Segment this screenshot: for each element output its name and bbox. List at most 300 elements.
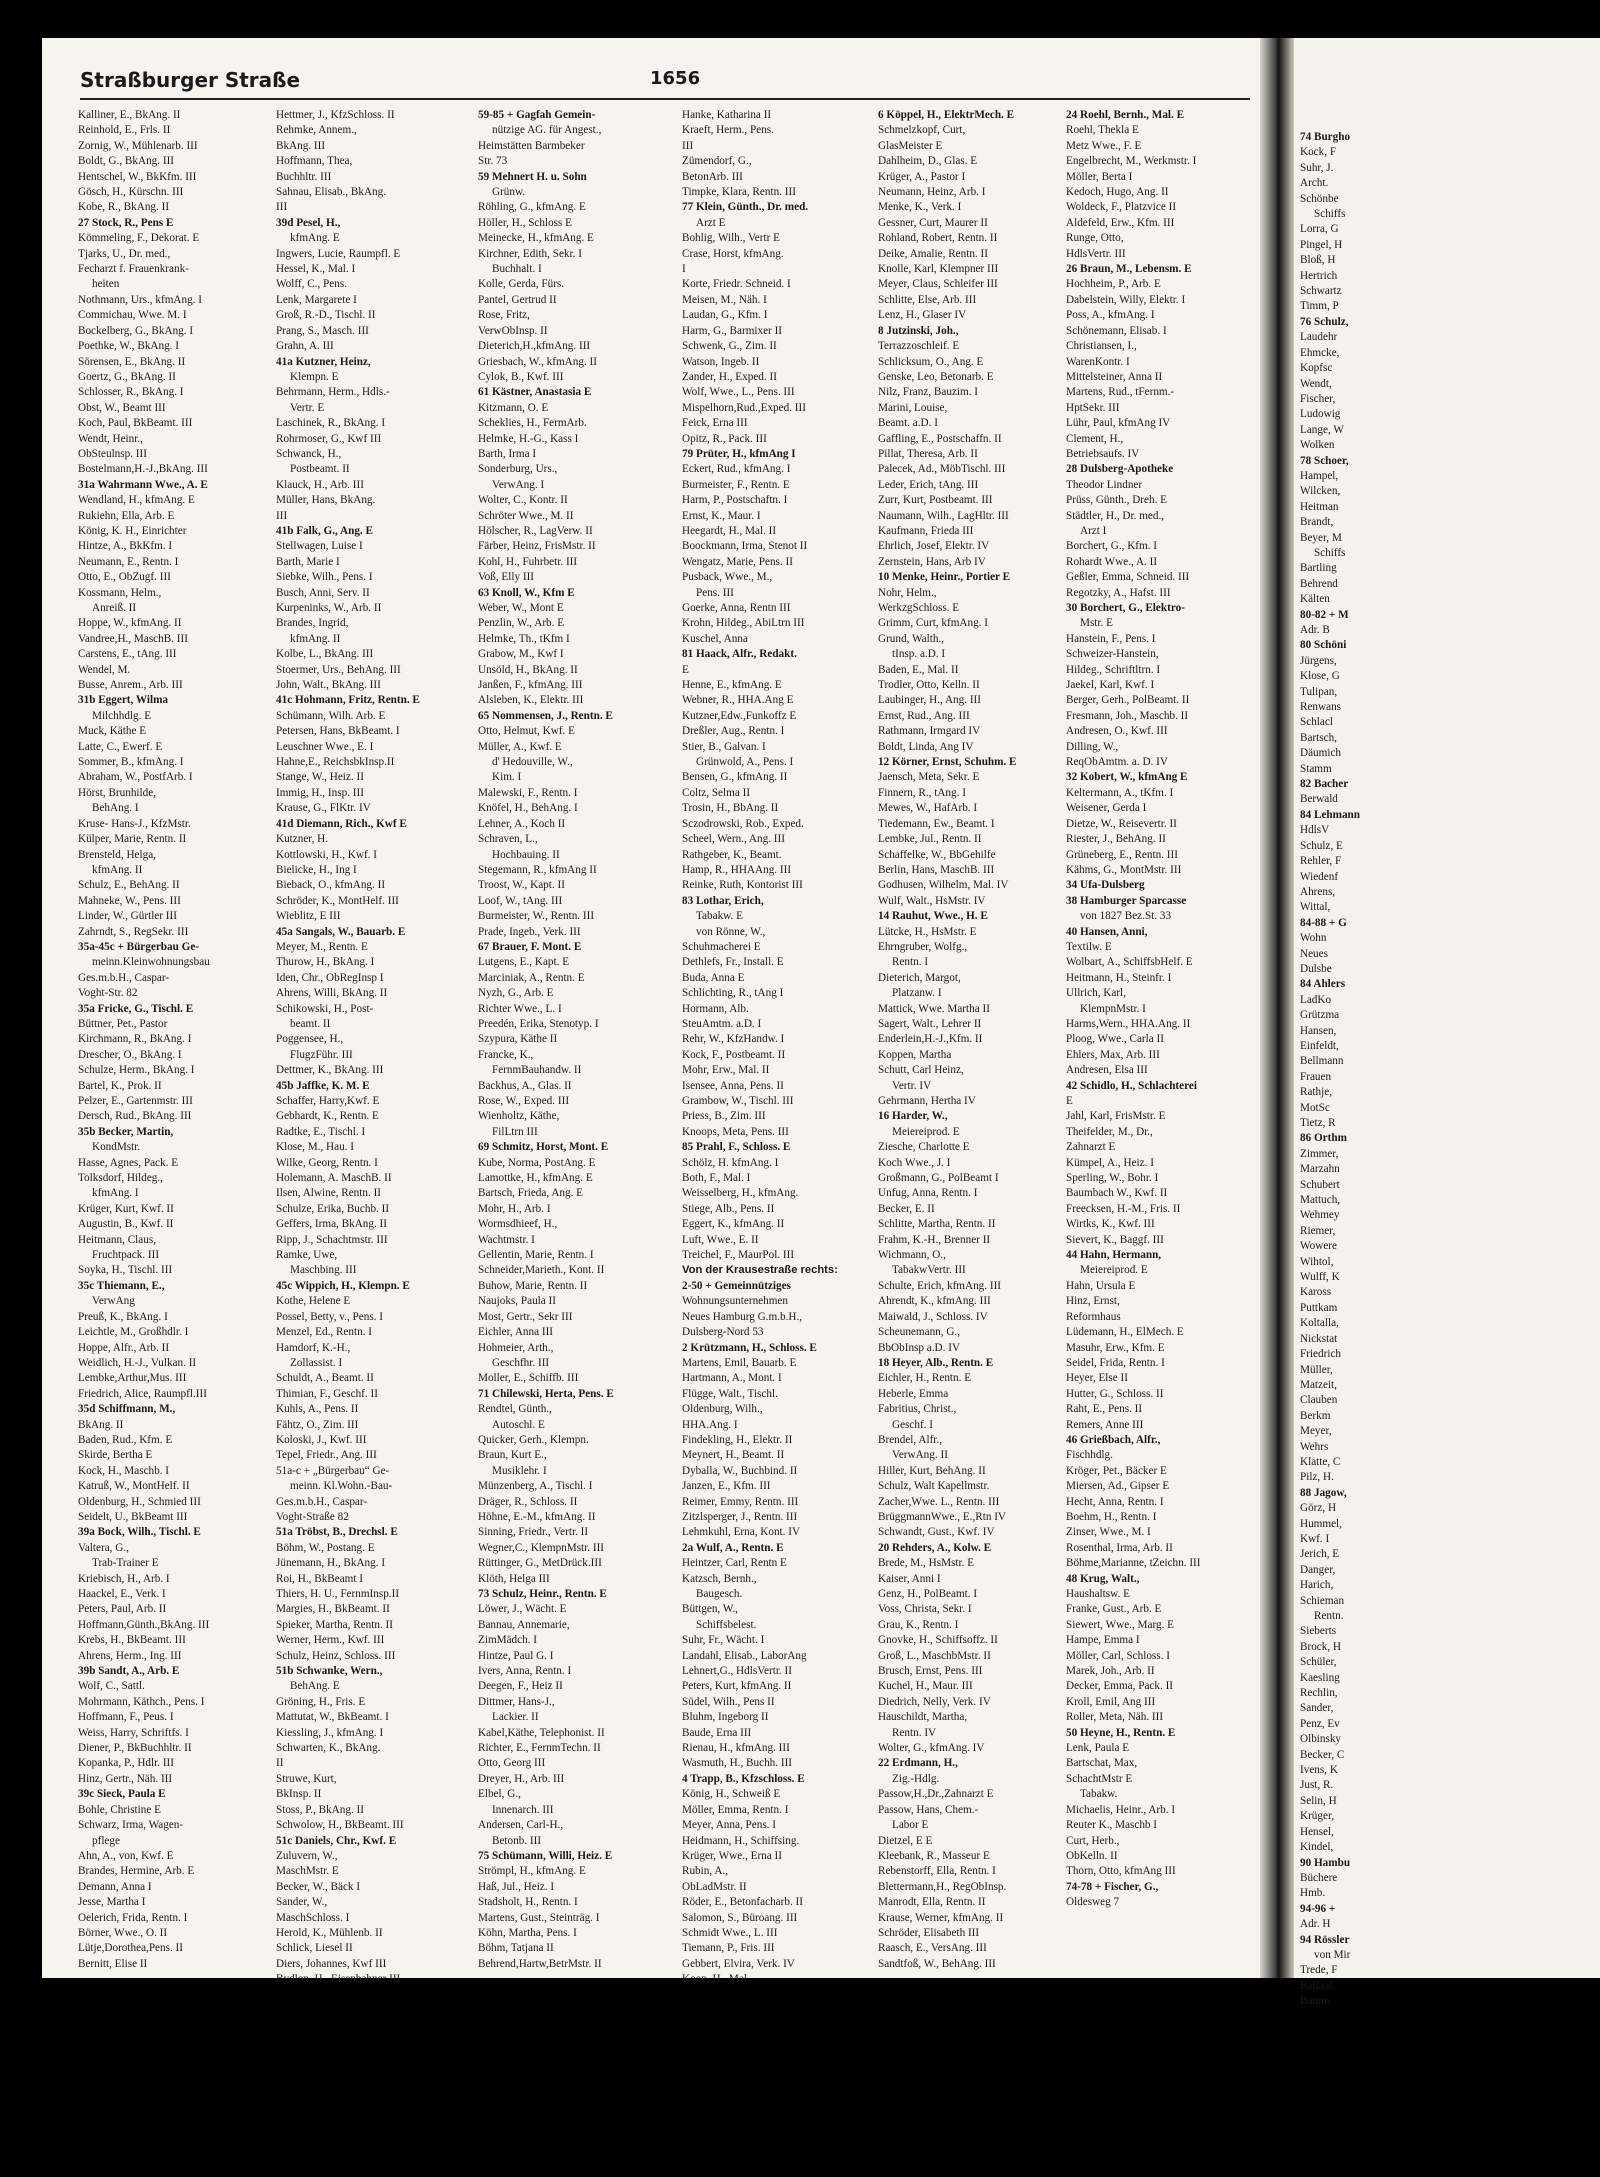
directory-entry: BehAng. I [92, 802, 139, 815]
directory-entry: VerwAng [92, 1295, 135, 1308]
directory-entry: Rehler, F [1300, 855, 1342, 868]
directory-entry: 51a-c + „Bürgerbau“ Ge- [276, 1464, 390, 1477]
directory-entry: Hiller, Kurt, BehAng. II [878, 1464, 986, 1477]
directory-entry: Regotzky, A., Hafst. III [1066, 586, 1171, 599]
directory-entry: Groß, R.-D., Tischl. II [276, 309, 376, 322]
directory-entry: Schönemann, Elisab. I [1066, 324, 1167, 337]
directory-entry: Gebbert, Elvira, Verk. IV [682, 1957, 795, 1970]
directory-entry: Heintzer, Carl, Rentn E [682, 1557, 787, 1570]
directory-entry: 90 Hambu [1300, 1856, 1351, 1869]
directory-entry: Münzenberg, A., Tischl. I [478, 1480, 593, 1493]
directory-entry: Dilling, W., [1066, 740, 1119, 753]
directory-entry: Buchhltr. III [276, 170, 332, 183]
directory-entry: Haß, Jul., Heiz. I [478, 1880, 555, 1893]
directory-entry: Sieberts [1300, 1625, 1337, 1638]
directory-entry: Kock, F [1300, 146, 1337, 159]
directory-entry: Schlichting, R., tAng I [682, 987, 784, 1000]
directory-entry: Büttgen, W., [682, 1603, 738, 1616]
directory-entry: Böhm, Tatjana II [478, 1942, 554, 1955]
directory-entry: Bostelmann,H.-J.,BkAng. III [78, 463, 208, 476]
directory-entry: Sagert, Walt., Lehrer II [878, 1017, 982, 1030]
directory-entry: Skirde, Bertha E [78, 1449, 153, 1462]
directory-entry: Genske, Leo, Betonarb. E [878, 370, 994, 383]
directory-entry: Schiffs [1314, 546, 1346, 559]
directory-entry: 12 Körner, Ernst, Schuhm. E [878, 756, 1017, 769]
directory-entry: Höller, H., Schloss E [478, 216, 573, 229]
directory-entry: 40 Hansen, Anni, [1066, 925, 1148, 938]
directory-entry: Krüger, A., Pastor I [878, 170, 966, 183]
directory-entry: Friedrich [1300, 1348, 1342, 1361]
directory-entry: Thiers, H. U., FernmInsp.II [276, 1588, 400, 1600]
directory-entry: Klempn. E [290, 370, 339, 383]
directory-entry: Stegemann, R., kfmAng II [478, 863, 597, 876]
directory-entry: Schwenk, G., Zim. II [682, 340, 777, 353]
directory-entry: Anreiß. II [92, 602, 137, 614]
directory-entry: Dyballa, W., Buchbind. II [682, 1464, 798, 1477]
directory-entry: Oldenburg, H., Schmied III [78, 1495, 201, 1508]
directory-entry: Wulf, Walt., HsMstr. IV [878, 894, 986, 907]
directory-entry: Landahl, Elisab., LaborAng [682, 1649, 807, 1662]
directory-entry: Tolksdorf, Hildeg., [78, 1172, 163, 1185]
directory-entry: Feick, Erna III [682, 417, 748, 430]
directory-entry: Thorn, Otto, kfmAng III [1066, 1865, 1176, 1878]
directory-entry: Kälten [1300, 593, 1330, 606]
directory-column-1 [78, 108, 268, 1970]
directory-column-5 [878, 108, 1058, 1970]
directory-entry: Einfeldt, [1300, 1039, 1339, 1052]
directory-entry: Boldt, Linda, Ang IV [878, 740, 974, 753]
directory-entry: Schulte, Erich, kfmAng. III [878, 1279, 1002, 1292]
directory-entry: Cylok, B., Kwf. III [478, 370, 564, 383]
directory-entry: Pillat, Theresa, Arb. II [878, 447, 978, 460]
directory-entry: Knöfel, H., BehAng. I [478, 802, 578, 815]
directory-entry: Weber, W., Mont E [478, 602, 564, 614]
directory-entry: Kindel, [1300, 1841, 1334, 1854]
directory-entry: Rüttinger, G., MetDrück.III [478, 1557, 602, 1570]
directory-entry: BkAng. II [78, 1418, 124, 1431]
directory-entry: Matzeit, [1300, 1378, 1337, 1391]
directory-entry: FernmBauhandw. II [492, 1064, 582, 1077]
directory-entry: Meyer, [1300, 1425, 1332, 1438]
directory-entry: 78 Schoer, [1300, 454, 1349, 467]
directory-entry: Hamp, R., HHAAng. III [682, 863, 792, 876]
directory-entry: Dethlefs, Fr., Install. E [682, 956, 784, 969]
directory-entry: Kolle, Gerda, Fürs. [478, 278, 565, 291]
directory-entry: Rathje, [1300, 1086, 1333, 1099]
directory-entry: Schulze, Herm., BkAng. I [78, 1064, 195, 1077]
directory-entry: Kaiser, Anni I [878, 1572, 941, 1585]
directory-entry: 51c Daniels, Chr., Kwf. E [276, 1834, 397, 1847]
directory-entry: Sonderburg, Urs., [478, 463, 558, 476]
directory-entry: Wihtol, [1300, 1255, 1334, 1268]
directory-entry: Deike, Amalie, Rentn. II [878, 247, 988, 260]
directory-entry: Naumann, Wilh., LagHltr. III [878, 509, 1009, 522]
directory-entry: Rentn. I [892, 956, 929, 969]
directory-entry: VerwAng. II [892, 1449, 948, 1462]
directory-entry: Bensen, G., kfmAng. II [682, 771, 788, 784]
directory-entry: Stoss, P., BkAng. II [276, 1803, 364, 1816]
directory-entry: Adr. H [1300, 1918, 1331, 1931]
directory-entry: Wegner,C., KlempnMstr. III [478, 1541, 605, 1554]
directory-entry: Tietz, R [1300, 1117, 1336, 1129]
directory-entry: Harm, P., Postschaftn. I [682, 494, 788, 507]
directory-entry: Prüss, Günth., Dreh. E [1066, 494, 1167, 507]
directory-entry: Hartmann, A., Mont. I [682, 1372, 782, 1385]
directory-entry: Pens. III [696, 586, 734, 599]
directory-entry: 14 Rauhut, Wwe., H. E [878, 910, 988, 923]
directory-entry: Ullrich, Karl, [1066, 987, 1126, 1000]
directory-entry: heiten [92, 278, 120, 291]
directory-entry: Siebke, Wilh., Pens. I [276, 571, 373, 584]
directory-entry: Schiffs [1314, 208, 1346, 221]
directory-entry: Däumich [1300, 747, 1342, 760]
directory-entry: MotSc [1300, 1101, 1330, 1114]
directory-entry: Boldt, G., BkAng. III [78, 155, 175, 168]
directory-entry: Großmann, G., PolBeamt I [878, 1172, 999, 1185]
directory-entry: Kirchner, Edith, Sekr. I [478, 247, 582, 260]
directory-entry: Latte, C., Ewerf. E [78, 740, 163, 753]
directory-entry: 88 Jagow, [1300, 1486, 1347, 1499]
directory-entry: 74 Burgho [1300, 131, 1351, 143]
directory-entry: Bloß, H [1300, 254, 1336, 267]
directory-entry: Marzahn [1300, 1163, 1340, 1176]
directory-entry: 2a Wulf, A., Rentn. E [682, 1541, 784, 1554]
directory-entry: 45c Wippich, H., Klempn. E [276, 1279, 410, 1292]
directory-entry: Betonb. III [492, 1834, 542, 1847]
directory-entry: Hansen, [1300, 1024, 1337, 1037]
directory-entry: Ernst, K., Maur. I [682, 509, 761, 522]
directory-entry: Kube, Norma, PostAng. E [478, 1156, 596, 1169]
directory-entry: Schlacl [1300, 716, 1333, 729]
directory-entry: Wilcken, [1300, 485, 1341, 498]
directory-entry: Boehm, H., Rentn. I [1066, 1510, 1157, 1523]
directory-entry: Kömmeling, F., Dekorat. E [78, 232, 200, 245]
directory-entry: Grahn, A. III [276, 340, 334, 353]
directory-entry: E [682, 663, 689, 676]
directory-entry: nützige AG. für Angest., [492, 124, 602, 137]
directory-entry: Lembke,Arthur,Mus. III [78, 1372, 187, 1385]
directory-entry: Mattick, Wwe. Martha II [878, 1002, 990, 1015]
directory-entry: Oldesweg 7 [1066, 1896, 1120, 1909]
directory-entry: Sperling, W., Bohr. I [1066, 1172, 1159, 1185]
directory-entry: Suhr, J. [1300, 161, 1334, 174]
directory-entry: Möller, Berta I [1066, 170, 1133, 183]
directory-entry: 27 Stock, R., Pens E [78, 216, 174, 229]
directory-entry: Müller, Hans, BkAng. [276, 494, 376, 507]
directory-entry: Krohn, Hildeg., AbiLtrn III [682, 617, 805, 630]
directory-entry: Diener, P., BkBuchhltr. II [78, 1742, 192, 1755]
directory-entry: Eggert, K., kfmAng. II [682, 1218, 785, 1231]
directory-entry: ObKelln. II [1066, 1849, 1118, 1862]
directory-entry: Zornig, W., Mühlenarb. III [78, 139, 198, 152]
directory-entry: Ahrendt, K., kfmAng. III [878, 1295, 991, 1308]
directory-entry: 83 Lothar, Erich, [682, 894, 764, 907]
directory-entry: Schüler, [1300, 1656, 1337, 1669]
directory-entry: 51b Schwanke, Wern., [276, 1665, 383, 1678]
directory-entry: Wohn [1300, 932, 1327, 945]
directory-entry: Gebhardt, K., Rentn. E [276, 1110, 379, 1123]
directory-entry: Korte, Friedr. Schneid. I [682, 278, 791, 291]
directory-entry: König, K. H., Einrichter [78, 524, 187, 537]
directory-entry: Hampel, [1300, 469, 1339, 482]
directory-entry: ReqObAmtm. a. D. IV [1066, 756, 1168, 769]
directory-entry: Selin, H [1300, 1794, 1337, 1807]
directory-entry: Schwarten, K., BkAng. [276, 1742, 381, 1755]
directory-entry: Theodor Lindner [1066, 478, 1143, 491]
directory-entry: Ramke, Uwe, [276, 1249, 338, 1262]
directory-entry: Herold, K., Mühlenb. II [276, 1926, 383, 1939]
directory-entry: Crase, Horst, kfmAng. [682, 247, 784, 260]
directory-entry: Dreßler, Aug., Rentn. I [682, 725, 785, 738]
directory-entry: kfmAng. E [290, 232, 340, 245]
directory-entry: Kraeft, Herm., Pens. [682, 124, 774, 137]
directory-entry: Wendt, [1300, 377, 1332, 390]
directory-column-4 [682, 108, 870, 1986]
directory-entry: Marini, Louise, [878, 401, 948, 414]
directory-entry: 35d Schiffmann, M., [78, 1403, 176, 1416]
directory-entry: Krüger, Kurt, Kwf. II [78, 1202, 174, 1215]
directory-entry: Innenarch. III [492, 1803, 554, 1816]
directory-entry: III [276, 509, 288, 522]
directory-entry: Barth, Irma I [478, 447, 537, 460]
directory-entry: WerkzgSchloss. E [878, 602, 960, 614]
directory-entry: Wengatz, Marie, Pens. II [682, 555, 793, 568]
directory-entry: Hutter, G., Schloss. II [1066, 1387, 1164, 1400]
directory-entry: Helmke, Th., tKfm I [478, 632, 570, 645]
directory-entry: Terrazzoschleif. E [878, 340, 960, 353]
directory-entry: Grabow, M., Kwf I [478, 648, 564, 661]
directory-entry: Priess, B., Zim. III [682, 1110, 766, 1123]
directory-entry: 65 Nommensen, J., Rentn. E [478, 709, 613, 722]
directory-entry: Baums [1300, 1995, 1332, 2008]
directory-entry: Leder, Erich, tAng. III [878, 478, 979, 491]
directory-entry: Bartsch, Frieda, Ang. E [478, 1187, 584, 1200]
directory-entry: Möller, Emma, Rentn. I [682, 1803, 789, 1816]
directory-entry: Schwanck, H., [276, 447, 342, 460]
directory-entry: II [276, 1757, 284, 1770]
directory-entry: Knoops, Meta, Pens. III [682, 1125, 789, 1138]
directory-entry: Schaffelke, W., BbGehilfe [878, 848, 996, 861]
directory-entry: Ahn, A., von, Kwf. E [78, 1849, 174, 1862]
directory-entry: Katzsch, Bernh., [682, 1572, 757, 1585]
directory-entry: 45a Sangals, W., Bauarb. E [276, 925, 406, 938]
directory-entry: 59 Mehnert H. u. Sohn [478, 170, 587, 183]
directory-entry: Nyzh, G., Arb. E [478, 987, 554, 1000]
directory-entry: Lange, W [1300, 423, 1344, 436]
directory-entry: Koch, Paul, BkBeamt. III [78, 417, 193, 430]
directory-entry: Schlick, Liesel II [276, 1942, 353, 1955]
directory-entry: Clement, H., [1066, 432, 1124, 445]
directory-entry: Sörensen, E., BkAng. II [78, 355, 186, 368]
directory-entry: Linder, W., Gürtler III [78, 910, 177, 923]
directory-entry: Goertz, G., BkAng. II [78, 370, 176, 383]
directory-entry: 50 Heyne, H., Rentn. E [1066, 1726, 1176, 1739]
directory-entry: ZimMädch. I [478, 1634, 538, 1647]
directory-entry: Elbel, G., [478, 1788, 521, 1801]
directory-entry: beamt. II [290, 1017, 331, 1030]
directory-entry: Wehmey [1300, 1209, 1340, 1222]
directory-entry: Lenk, Margarete I [276, 293, 357, 306]
directory-entry: Klose, M., Hau. I [276, 1141, 354, 1154]
directory-entry: Vertr. E [290, 401, 325, 414]
directory-entry: Hensel, [1300, 1825, 1334, 1838]
directory-entry: 24 Roehl, Bernh., Mal. E [1066, 109, 1185, 121]
directory-entry: Kwf. I [1300, 1532, 1330, 1545]
directory-entry: Schröter Wwe., M. II [478, 509, 574, 522]
directory-entry: Städtler, H., Dr. med., [1066, 509, 1165, 522]
directory-entry: Finnern, R., tAng. I [878, 786, 966, 799]
directory-entry: Kirchmann, R., BkAng. I [78, 1033, 192, 1046]
directory-entry: Schubert [1300, 1178, 1340, 1191]
directory-entry: Penz, Ev [1300, 1717, 1340, 1730]
directory-entry: Soyka, H., Tischl. III [78, 1264, 173, 1277]
directory-entry: Ges.m.b.H., Caspar- [78, 971, 170, 984]
directory-entry: Ballauf, [1300, 1979, 1336, 1992]
directory-entry: Nohr, Helm., [878, 586, 937, 599]
directory-entry: meinn.Kleinwohnungsbau [92, 956, 210, 969]
directory-entry: Scheunemann, G., [878, 1326, 961, 1339]
directory-entry: 63 Knoll, W., Kfm E [478, 586, 575, 599]
directory-entry: Poss, A., kfmAng. I [1066, 309, 1155, 322]
directory-entry: Ploog, Wwe., Carla II [1066, 1033, 1164, 1046]
directory-entry: Kopfsc [1300, 362, 1333, 375]
directory-entry: FilLtrn III [492, 1125, 538, 1138]
directory-entry: Dreyer, H., Arb. III [478, 1772, 565, 1785]
directory-entry: Poggensee, H., [276, 1033, 344, 1046]
directory-entry: Geschfhr. III [492, 1356, 550, 1369]
directory-entry: HdlsVertr. III [1066, 247, 1126, 260]
directory-entry: Augustin, B., Kwf. II [78, 1218, 174, 1231]
directory-entry: Müller, [1300, 1363, 1333, 1376]
directory-entry: Klose, G [1300, 670, 1340, 683]
directory-entry: Hahne,E., ReichsbkInsp.II [276, 756, 395, 769]
directory-entry: Wirtks, K., Kwf. III [1066, 1218, 1155, 1231]
directory-entry: Reinke, Ruth, Kontorist III [682, 879, 803, 892]
directory-entry: Wendt, Heinr., [78, 432, 143, 445]
directory-entry: Struwe, Kurt, [276, 1772, 337, 1785]
directory-entry: Kutzner, H. [276, 833, 329, 846]
directory-entry: Rentn. [1314, 1610, 1344, 1622]
directory-entry: Lütje,Dorothea,Pens. II [78, 1942, 184, 1955]
directory-entry: Zuluvern, W., [276, 1849, 338, 1862]
directory-entry: Labor E [892, 1819, 929, 1832]
directory-entry: Bydlon, H., Eisenbahner III [276, 1973, 401, 1986]
directory-entry: Mohr, Erw., Mal. II [682, 1064, 770, 1077]
directory-entry: WarenKontr. I [1066, 355, 1130, 368]
directory-entry: Brandt, [1300, 516, 1334, 529]
directory-entry: Abraham, W., PostfArb. I [78, 771, 193, 784]
directory-entry: Becker, W., Bäck I [276, 1880, 361, 1893]
directory-entry: Schönbe [1300, 192, 1339, 205]
directory-entry: Rentn. IV [892, 1726, 937, 1739]
directory-entry: Eichler, H., Rentn. E [878, 1372, 972, 1385]
directory-entry: Dahlheim, D., Glas. E [878, 155, 978, 168]
directory-entry: Martens, Emil, Bauarb. E [682, 1356, 797, 1369]
directory-entry: Schwarz, Irma, Wagen- [78, 1819, 184, 1832]
directory-entry: Kähms, G., MontMstr. III [1066, 863, 1182, 876]
directory-entry: 10 Menke, Heinr., Portier E [878, 571, 1011, 584]
directory-entry: Harich, [1300, 1579, 1334, 1592]
directory-entry: Lackier. II [492, 1711, 539, 1724]
directory-entry: Lenk, Paula E [1066, 1742, 1130, 1755]
directory-entry: Maschbing. III [290, 1264, 357, 1277]
directory-entry: König, H., Schweiß E [682, 1788, 781, 1801]
directory-entry: Troost, W., Kapt. II [478, 879, 565, 892]
directory-entry: Helmke, H.-G., Kass I [478, 432, 579, 445]
directory-entry: Schulz, E [1300, 839, 1343, 852]
directory-entry: Kuchel, H., Maur. III [878, 1680, 973, 1693]
directory-entry: Michaelis, Heinr., Arb. I [1066, 1803, 1176, 1816]
directory-entry: 35a Fricke, G., Tischl. E [78, 1002, 194, 1015]
directory-entry: 74-78 + Fischer, G., [1066, 1880, 1159, 1893]
directory-entry: Gehrmann, Hertha IV [878, 1095, 976, 1107]
directory-entry: Meiereiprod. E [1080, 1264, 1148, 1277]
directory-entry: Lehmkuhl, Erna, Kont. IV [682, 1526, 801, 1539]
directory-entry: Busch, Anni, Serv. II [276, 586, 370, 599]
directory-entry: Beyer, M [1300, 531, 1342, 544]
directory-entry: 73 Schulz, Heinr., Rentn. E [478, 1588, 607, 1600]
directory-entry: Immig, H., Insp. III [276, 786, 364, 799]
directory-entry: Betriebsaufs. IV [1066, 447, 1140, 460]
directory-entry: Buda, Anna E [682, 971, 745, 984]
directory-entry: Tulipan, [1300, 685, 1338, 698]
directory-entry: Koltalla, [1300, 1317, 1339, 1330]
directory-entry: Meyer, Claus, Schleifer III [878, 278, 998, 291]
directory-entry: Loof, W., tAng. III [478, 894, 563, 907]
directory-entry: Koppen, Martha [878, 1048, 952, 1061]
directory-entry: Schraven, L., [478, 833, 538, 846]
directory-entry: Engelbrecht, M., Werkmstr. I [1066, 155, 1197, 168]
directory-entry: Blettermann,H., RegObInsp. [878, 1880, 1007, 1893]
directory-entry: BkAng. III [276, 139, 326, 152]
directory-entry: Dulsbe [1300, 962, 1332, 975]
directory-entry: 45b Jaffke, K. M. E [276, 1079, 370, 1092]
directory-entry: Hoffmann, F., Peus. I [78, 1711, 174, 1724]
directory-entry: Zitzlsperger, J., Rentn. III [682, 1510, 798, 1523]
directory-entry: Raasch, E., VersAng. III [878, 1942, 987, 1955]
directory-entry: Kurpeninks, W., Arb. II [276, 602, 382, 614]
directory-entry: Schulze, Erika, Buchb. II [276, 1202, 390, 1215]
directory-entry: 35c Thiemann, E., [78, 1279, 165, 1292]
directory-entry: Reimer, Emmy, Rentn. III [682, 1495, 799, 1508]
directory-entry: Hoffmann,Günth.,BkAng. III [78, 1618, 210, 1631]
directory-entry: Nickstat [1300, 1332, 1338, 1345]
directory-entry: Vandree,H., MaschB. III [78, 632, 188, 645]
directory-entry: Clauben [1300, 1394, 1338, 1407]
directory-entry: Möller, Carl, Schloss. I [1066, 1649, 1170, 1662]
directory-entry: Findekling, H., Elektr. II [682, 1433, 793, 1446]
directory-entry: Krüger, Wwe., Erna II [682, 1849, 782, 1862]
directory-entry: Leichtle, M., Großhdlr. I [78, 1326, 189, 1339]
directory-entry: Oelerich, Frida, Rentn. I [78, 1911, 188, 1924]
directory-entry: Penzlin, W., Arb. E [478, 617, 565, 630]
directory-entry: Rendtel, Günth., [478, 1403, 552, 1416]
directory-entry: 67 Brauer, F. Mont. E [478, 940, 582, 953]
directory-entry: III [276, 201, 288, 214]
directory-entry: Lühr, Paul, kfmAng IV [1066, 417, 1171, 430]
directory-entry: Meyer, Anna, Pens. I [682, 1819, 777, 1832]
directory-entry: Wohnungsunternehmen [682, 1295, 788, 1308]
directory-entry: 82 Bacher [1300, 778, 1349, 791]
directory-entry: Zernstein, Hans, Arb IV [878, 555, 986, 568]
directory-entry: Sander, [1300, 1702, 1334, 1715]
directory-entry: Dettmer, K., BkAng. III [276, 1064, 384, 1077]
directory-entry: Kalliner, E., BkAng. II [78, 109, 181, 121]
directory-entry: Werner, Herm., Kwf. III [276, 1634, 385, 1647]
directory-entry: 94-96 + [1300, 1902, 1336, 1915]
directory-entry: Schlosser, R., BkAng. I [78, 386, 184, 399]
directory-entry: Str. 73 [478, 155, 508, 168]
